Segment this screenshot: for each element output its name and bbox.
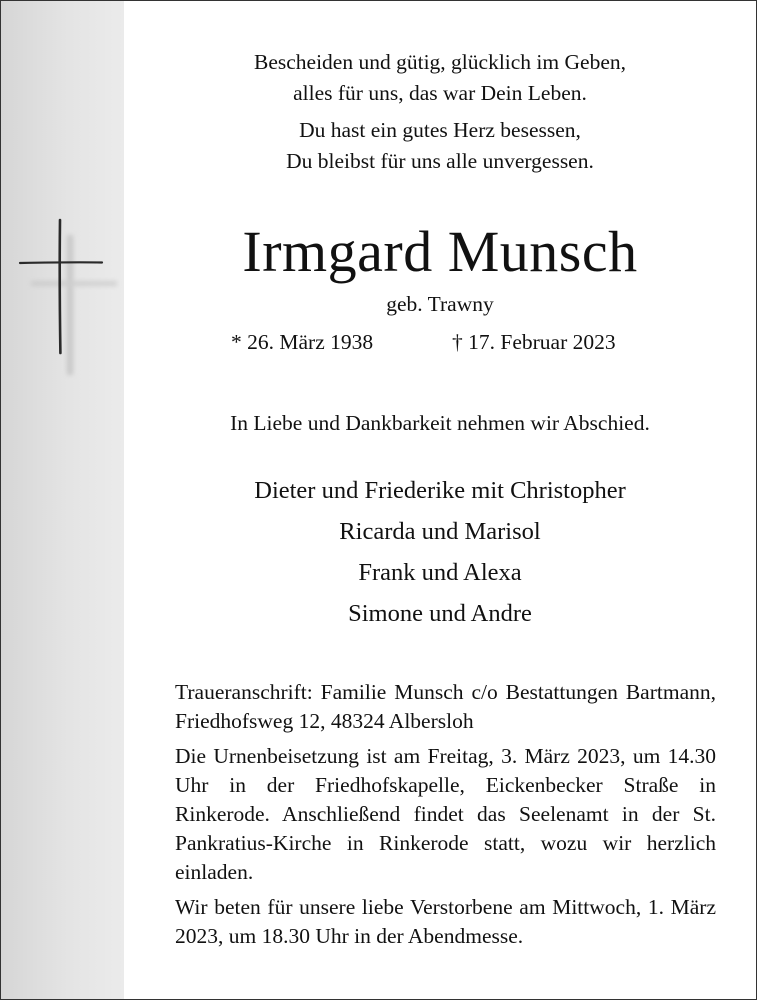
burial-info: Die Urnenbeisetzung ist am Freitag, 3. März 2023, um 14.30 Uhr in der Friedhofskapelle, Eickenbecker Straße in Rinkerode. Anschließend findet das Seelenamt in der St. Pankratius-Kirche in Rinkerode statt, wozu wir herzlich einladen. (175, 744, 716, 884)
mourning-address: Traueranschrift: Familie Munsch c/o Bestattungen Bartmann, Friedhofsweg 12, 48324 Albersloh (175, 680, 716, 733)
poem-line: Bescheiden und gütig, glücklich im Geben, (254, 50, 626, 74)
funeral-details (175, 678, 716, 957)
mourner-entry: Ricarda und Marisol (339, 518, 541, 545)
birth-name: geb. Trawny (386, 292, 494, 316)
cross-icon (1, 1, 124, 401)
poem-line: alles für uns, das war Dein Leben. (293, 81, 587, 105)
mourner-entry: Simone und Andre (348, 600, 532, 627)
birth-date: * 26. März 1938 (231, 330, 374, 354)
poem-line: Du hast ein gutes Herz besessen, (299, 118, 581, 142)
poem-line: Du bleibst für uns alle unvergessen. (286, 149, 594, 173)
memorial-poem (124, 47, 756, 177)
death-date: † 17. Februar 2023 (452, 330, 616, 354)
mourner-entry: Frank und Alexa (358, 559, 522, 586)
deceased-name: Irmgard Munsch (242, 219, 638, 284)
notice-content (124, 1, 756, 999)
mourners-list (124, 470, 756, 634)
prayer-info: Wir beten für unsere liebe Verstorbene am Mittwoch, 1. März 2023, um 18.30 Uhr in der Abendmesse. (175, 895, 716, 948)
decorative-sidebar (1, 1, 124, 999)
mourner-entry: Dieter und Friederike mit Christopher (254, 477, 626, 504)
farewell-line: In Liebe und Dankbarkeit nehmen wir Abschied. (230, 411, 650, 435)
